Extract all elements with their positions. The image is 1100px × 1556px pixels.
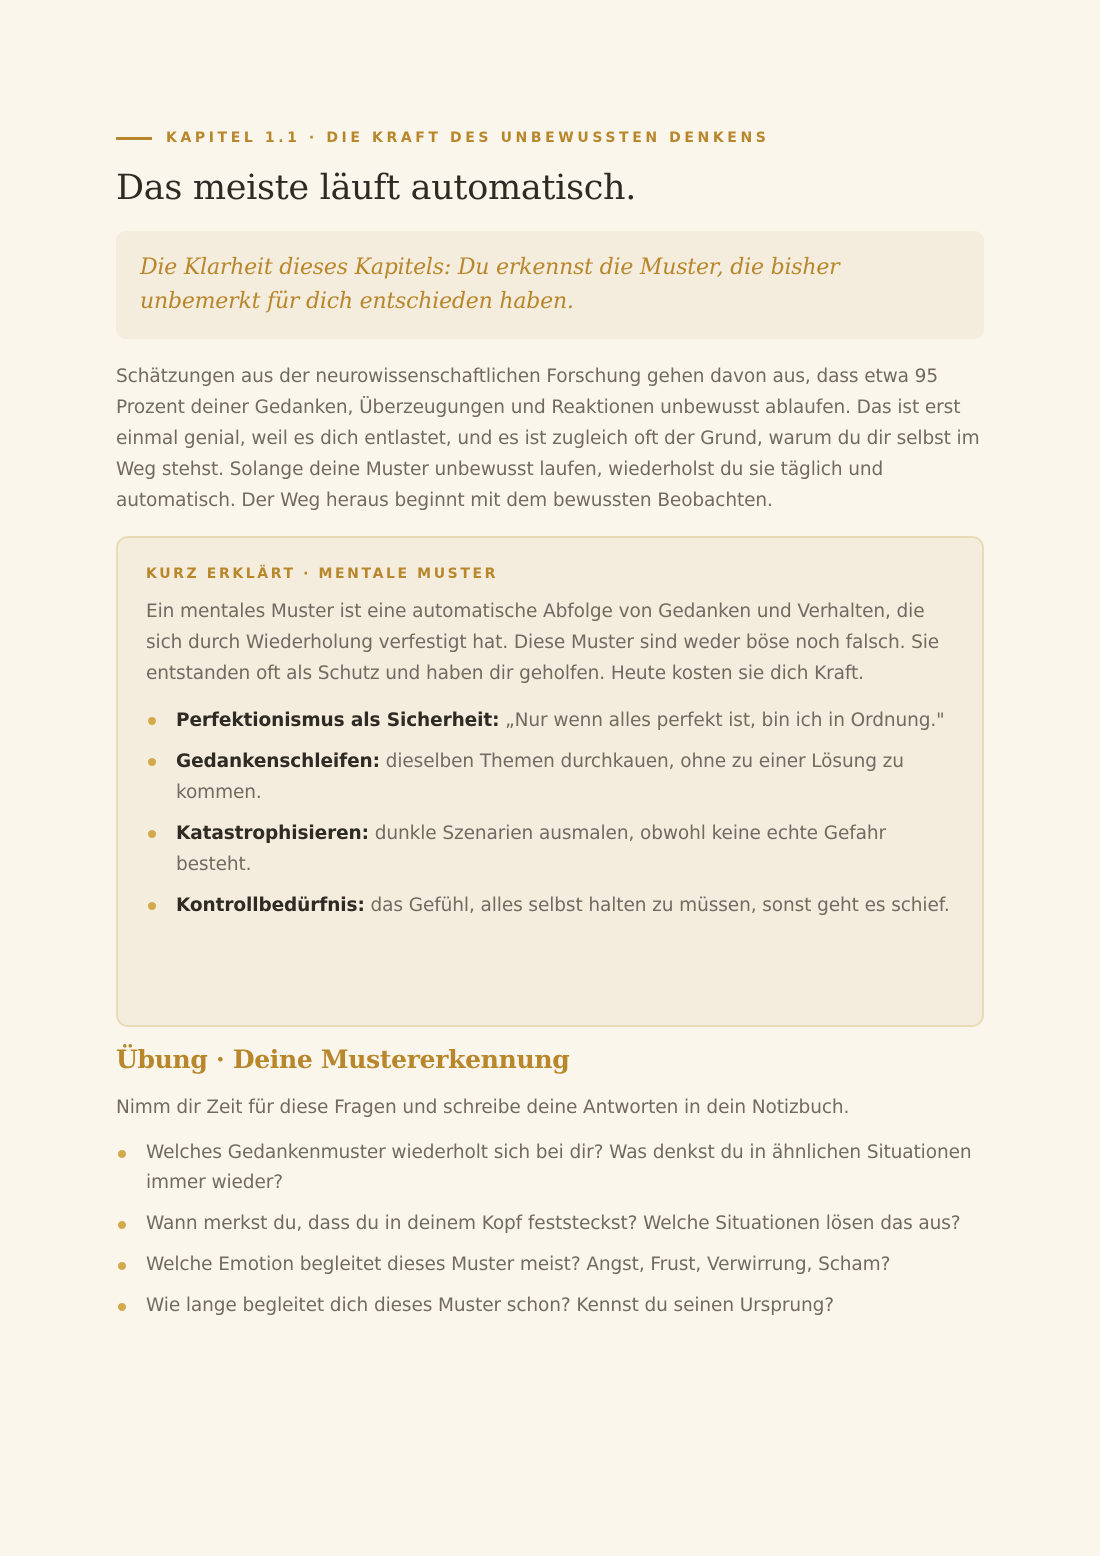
bullet-icon bbox=[118, 1303, 126, 1311]
pattern-item bbox=[146, 705, 956, 736]
bullet-icon bbox=[118, 1221, 126, 1229]
pattern-description: das Gefühl, alles selbst halten zu müssen, sonst geht es schief. bbox=[364, 895, 950, 916]
bullet-icon bbox=[118, 1262, 126, 1270]
pattern-description: dunkle Szenarien ausmalen, obwohl keine echte Gefahr besteht. bbox=[176, 823, 887, 875]
exercise-question bbox=[116, 1209, 986, 1239]
chapter-eyebrow bbox=[116, 130, 769, 146]
exercise-title: Übung · Deine Mustererkennung bbox=[116, 1045, 570, 1074]
bullet-icon bbox=[118, 1150, 126, 1158]
chapter-label: KAPITEL 1.1 · DIE KRAFT DES UNBEWUSSTEN DENKENS bbox=[166, 130, 770, 146]
question-text: Wie lange begleitet dich dieses Muster schon? Kennst du seinen Ursprung? bbox=[146, 1295, 834, 1316]
exercise-question-list bbox=[116, 1138, 986, 1332]
chapter-goal-text: Die Klarheit dieses Kapitels: Du erkennst die Muster, die bisher unbemerkt für dich entschieden haben. bbox=[140, 255, 840, 314]
question-text: Welches Gedankenmuster wiederholt sich bei dir? Was denkst du in ähnlichen Situationen immer wieder? bbox=[146, 1142, 972, 1193]
eyebrow-rule bbox=[116, 137, 152, 140]
bullet-icon bbox=[148, 830, 156, 838]
page-title: Das meiste läuft automatisch. bbox=[116, 168, 637, 208]
exercise-question bbox=[116, 1138, 986, 1198]
info-box-text: Ein mentales Muster ist eine automatische Abfolge von Gedanken und Verhalten, die sich durch Wiederholung verfestigt hat. Diese Muster sind weder böse noch falsch. Sie entstanden oft als Schutz und haben dir geholfen. Heute kosten sie dich Kraft. bbox=[146, 601, 940, 684]
pattern-item bbox=[146, 890, 956, 921]
info-box-label: KURZ ERKLÄRT · MENTALE MUSTER bbox=[146, 566, 499, 582]
pattern-term: Katastrophisieren: bbox=[176, 823, 369, 844]
question-text: Wann merkst du, dass du in deinem Kopf feststeckst? Welche Situationen lösen das aus? bbox=[146, 1213, 961, 1234]
bullet-icon bbox=[148, 758, 156, 766]
bullet-icon bbox=[148, 717, 156, 725]
intro-paragraph: Schätzungen aus der neurowissenschaftlichen Forschung gehen davon aus, dass etwa 95 Prozent deiner Gedanken, Überzeugungen und Reaktionen unbewusst ablaufen. Das ist erst einmal genial, weil es dich entlastet, und es ist zugleich oft der Grund, warum du dir selbst im Weg stehst. Solange deine Muster unbewusst laufen, wiederholst du sie täglich und automatisch. Der Weg heraus beginnt mit dem bewussten Beobachten. bbox=[116, 366, 980, 511]
pattern-term: Gedankenschleifen: bbox=[176, 751, 380, 772]
pattern-description: „Nur wenn alles perfekt ist, bin ich in Ordnung." bbox=[499, 710, 945, 731]
pattern-term: Perfektionismus als Sicherheit: bbox=[176, 710, 500, 731]
pattern-list bbox=[146, 705, 954, 921]
exercise-question bbox=[116, 1291, 986, 1321]
bullet-icon bbox=[148, 902, 156, 910]
pattern-description: dieselben Themen durchkauen, ohne zu einer Lösung zu kommen. bbox=[176, 751, 904, 803]
question-text: Welche Emotion begleitet dieses Muster meist? Angst, Frust, Verwirrung, Scham? bbox=[146, 1254, 891, 1275]
pattern-item bbox=[146, 818, 956, 880]
pattern-term: Kontrollbedürfnis: bbox=[176, 895, 365, 916]
chapter-goal-box bbox=[116, 231, 984, 339]
exercise-question bbox=[116, 1250, 986, 1280]
info-box bbox=[116, 536, 984, 1027]
exercise-intro: Nimm dir Zeit für diese Fragen und schreibe deine Antworten in dein Notizbuch. bbox=[116, 1097, 850, 1118]
pattern-item bbox=[146, 746, 956, 808]
